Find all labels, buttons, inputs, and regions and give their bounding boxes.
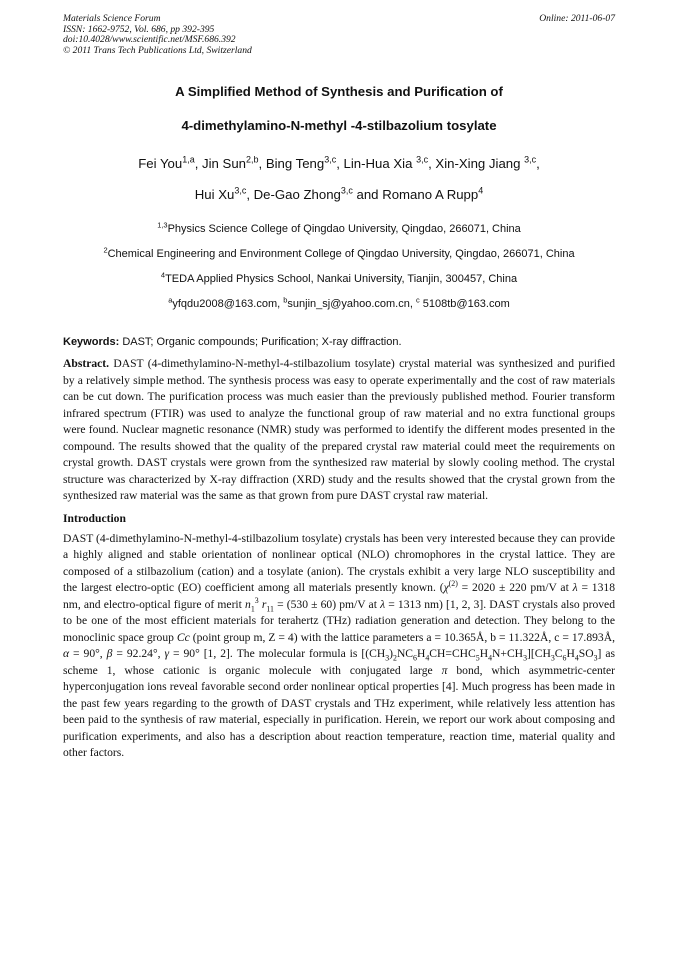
intro-text: = 92.24°, [112, 647, 165, 660]
email-sup: a [168, 295, 173, 305]
author-name: Romano A Rupp [382, 187, 479, 202]
author-sup: 4 [478, 185, 484, 196]
formula-sub: 3 [523, 653, 527, 663]
gamma-symbol: γ [164, 647, 170, 660]
author-line-2: Hui Xu$^{3,c}$, De-Gao Zhong$^{3,c}$ and Romano A Rupp$^4$ [194, 185, 484, 202]
introduction-paragraph [63, 531, 615, 762]
formula-text: N+CH [492, 647, 524, 660]
formula-sub: 3 [593, 653, 598, 663]
affiliation-sup: 1,3 [157, 220, 168, 230]
affiliation-2 [53, 245, 625, 261]
formula-sub: 3 [550, 653, 555, 663]
n1-symbol: n [245, 597, 251, 611]
lambda-symbol: λ [380, 597, 386, 611]
formula-text: ][CH [527, 647, 551, 660]
formula-sub: 6 [562, 653, 567, 663]
formula-sub: 6 [413, 653, 417, 663]
copyright-line: © 2011 Trans Tech Publications Ltd, Switzerland [63, 44, 252, 56]
formula-sub: 4 [574, 653, 579, 663]
formula-text: ) [389, 647, 393, 660]
affiliation-3 [63, 270, 615, 286]
pi-symbol: π [441, 663, 448, 677]
abstract [63, 356, 615, 505]
abstract-label: Abstract. [63, 357, 110, 370]
author-name: Lin-Hua Xia [343, 156, 413, 171]
author-name: De-Gao Zhong [253, 187, 341, 202]
keywords-label: Keywords: [63, 336, 120, 348]
intro-text: = 90°, [69, 647, 107, 660]
online-date: Online: 2011-06-07 [539, 13, 615, 24]
formula-sub: 4 [488, 653, 493, 663]
formula-text: H [566, 647, 575, 660]
affiliation-sup: 2 [103, 245, 108, 255]
author-name: Fei You [138, 156, 183, 171]
author-name: Hui Xu [194, 187, 235, 202]
chi-symbol: χ [443, 581, 449, 594]
n1-sup: 3 [254, 595, 259, 605]
lambda-symbol: λ [572, 581, 578, 594]
affiliation-text: Physics Science College of Qingdao University, Qingdao, 266071, China [167, 223, 521, 235]
author-sup: 2,b [246, 154, 259, 165]
formula-text: H [479, 647, 489, 660]
intro-text: DAST (4-dimethylamino-N-methyl-4-stilbazolium tosylate) crystals has been very interested because they can provide a highly aligned and stable orientation of nonlinear optical (NLO) chromophores in the crystal lattice. They are composed of a stilbazolium (cation) and a tosylate (anion). The crystals exhibit a very large NLO susceptibility and the largest electro-optic (EO) coefficient among all materials presently known. ( [63, 531, 615, 594]
alpha-symbol: α [63, 647, 70, 660]
author-line-1: Fei You$^{1,a}$, Jin Sun$^{2,b}$, Bing Teng$^{3,c}$, Lin-Hua Xia $^{3,c}$, Xin-Xing Jiang $^{3,c}$, [138, 154, 540, 171]
formula-text: SO [578, 647, 594, 660]
formula-sub: 2 [393, 653, 397, 663]
formula-sub: 5 [475, 653, 480, 663]
formula-sub: 3 [385, 653, 390, 663]
affiliation-text: TEDA Applied Physics School, Nankai University, Tianjin, 300457, China [165, 273, 518, 285]
affiliation-text: Chemical Engineering and Environment College of Qingdao University, Qingdao, 266071, China [107, 248, 575, 260]
author-sup: 3,c [416, 154, 429, 165]
email-link[interactable]: sunjin_sj@yahoo.com.cn, [287, 298, 413, 310]
paper-title-line-1: A Simplified Method of Synthesis and Purification of [175, 84, 503, 99]
intro-text: ] as scheme 1, whose cationic is organic molecule with conjugated large [63, 647, 615, 677]
n1-sub: 1 [250, 603, 255, 613]
formula-sub: 4 [425, 653, 430, 663]
intro-text: = (530 ± 60) pm/V at [273, 597, 381, 611]
r11-sub: 11 [266, 603, 274, 613]
email-sup: b [283, 295, 288, 305]
intro-text: (point group m, Z = 4) with the lattice parameters a = 10.365Å, b = 11.322Å, c = 17.893Å, [189, 630, 615, 644]
formula-text: CH=CHC [429, 647, 476, 660]
space-group: Cc [176, 630, 190, 644]
email-link[interactable]: 5108tb@163.com [422, 298, 510, 310]
keywords-text: DAST; Organic compounds; Purification; X-ray diffraction. [122, 336, 402, 348]
intro-text: = 1313 nm) [1, 2, 3]. DAST crystals also proved to be one of the most efficient materials for terahertz (THz) radiation generation and detection. They belong to the monoclinic space group [63, 597, 615, 644]
abstract-text: DAST (4-dimethylamino-N-methyl-4-stilbazolium tosylate) crystal material was synthesized and purified by a relatively simple method. The synthesis process was easy to operate experimentally and the cost of raw materials can be cut down. The purification process was much easier than the previously published method. Fourier transform infrared spectrum (FTIR) was used to analyze the functional group of raw material and no extra functional groups were found. Nuclear magnetic resonance (NMR) study was performed to identify the different modes presented in the compound. The results showed that the quality of the prepared crystal raw material could meet the requirements on crystal growth. DAST crystals were grown from the synthesized raw material by slowly cooling method. The crystal structure was characterized by X-ray diffraction (XRD) study and the results showed that the crystal grown from the synthesized raw material was the same as that grown from pure DAST crystal raw material. [63, 357, 615, 502]
r11-symbol: r [258, 597, 267, 611]
formula-text: H [416, 647, 426, 660]
intro-text: = 90° [1, 2]. The molecular formula is [(CH [169, 647, 386, 660]
author-sup: 3,c [234, 185, 247, 196]
doi-line[interactable]: doi:10.4028/www.scientific.net/MSF.686.392 [63, 34, 236, 45]
beta-symbol: β [106, 647, 113, 660]
keywords [63, 336, 615, 349]
email-link[interactable]: yfqdu2008@163.com, [172, 298, 281, 310]
author-name: Bing Teng [265, 156, 325, 171]
intro-text: bond, which asymmetric-center hyperconjugation ions reveal favorable second order nonlinear optical properties [4]. Much progress has been made in the past few years regarding to the growth of DAST crystals and THz experiment, while relatively less attention has been paid to the synthesis of raw material, especially in purification. Herein, we report our work about composing and purification experiments, and also has a description about reaction temperature, reaction time, material quality and other factors. [63, 663, 615, 759]
chi-sup: (2) [448, 579, 458, 589]
email-line [63, 295, 615, 311]
intro-text: = 1318 nm, and electro-optical figure of merit [63, 581, 615, 611]
author-sup: 3,c [524, 154, 537, 165]
affiliation-sup: 4 [160, 270, 166, 280]
author-sup: 1,a [182, 154, 195, 165]
paper-title-line-2: 4-dimethylamino-N-methyl -4-stilbazolium tosylate [181, 118, 497, 133]
author-sup: 3,c [340, 185, 353, 196]
author-name: Xin-Xing Jiang [435, 156, 521, 171]
author-sup: 3,c [324, 154, 337, 165]
intro-text: = 2020 ± 220 pm/V at [457, 581, 573, 594]
issn-line: ISSN: 1662-9752, Vol. 686, pp 392-395 [63, 23, 215, 35]
affiliation-1 [63, 220, 615, 236]
formula-text: C [554, 647, 563, 660]
author-name: Jin Sun [202, 156, 247, 171]
email-sup: c [415, 295, 420, 305]
introduction-heading: Introduction [63, 511, 126, 525]
formula-text: NC [396, 647, 414, 660]
journal-name: Materials Science Forum [63, 13, 161, 24]
journal-header [63, 14, 615, 56]
